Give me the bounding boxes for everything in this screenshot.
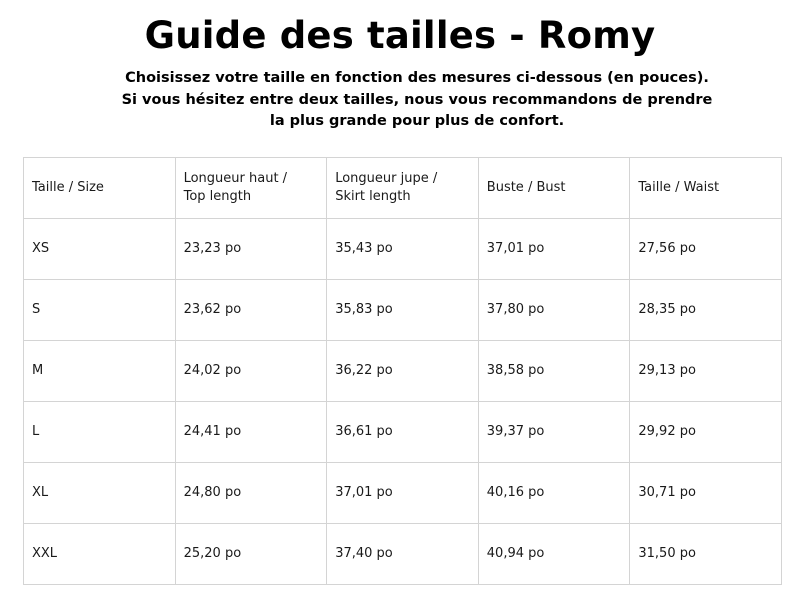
cell-skirt-length: 37,01 po <box>327 463 479 524</box>
cell-size: XS <box>24 219 176 280</box>
cell-waist: 28,35 po <box>630 280 782 341</box>
table-row <box>24 402 782 463</box>
cell-bust: 37,80 po <box>478 280 630 341</box>
cell-top-length: 24,02 po <box>175 341 327 402</box>
cell-skirt-length: 36,22 po <box>327 341 479 402</box>
cell-size: XXL <box>24 524 176 585</box>
cell-waist: 27,56 po <box>630 219 782 280</box>
cell-bust: 40,16 po <box>478 463 630 524</box>
cell-skirt-length: 36,61 po <box>327 402 479 463</box>
cell-top-length: 23,23 po <box>175 219 327 280</box>
cell-skirt-length: 37,40 po <box>327 524 479 585</box>
cell-top-length: 23,62 po <box>175 280 327 341</box>
cell-bust: 37,01 po <box>478 219 630 280</box>
cell-bust: 40,94 po <box>478 524 630 585</box>
header-row <box>24 158 782 219</box>
cell-top-length: 24,80 po <box>175 463 327 524</box>
cell-skirt-length: 35,83 po <box>327 280 479 341</box>
cell-bust: 38,58 po <box>478 341 630 402</box>
header-bust: Buste / Bust <box>478 158 630 219</box>
cell-top-length: 25,20 po <box>175 524 327 585</box>
cell-waist: 29,92 po <box>630 402 782 463</box>
cell-waist: 29,13 po <box>630 341 782 402</box>
cell-size: M <box>24 341 176 402</box>
table-row <box>24 341 782 402</box>
header-size: Taille / Size <box>24 158 176 219</box>
page-subtitle: Choisissez votre taille en fonction des mesures ci-dessous (en pouces). Si vous hésitez entre deux tailles, nous vous recommandons de prendre la plus grande pour plus de confort. <box>121 70 713 129</box>
size-chart-header <box>24 158 782 219</box>
page-title: Guide des tailles - Romy <box>144 14 656 57</box>
cell-top-length: 24,41 po <box>175 402 327 463</box>
header-top-length: Longueur haut / Top length <box>175 158 327 219</box>
cell-size: S <box>24 280 176 341</box>
header-skirt-length: Longueur jupe / Skirt length <box>327 158 479 219</box>
size-chart-table <box>23 157 782 585</box>
cell-skirt-length: 35,43 po <box>327 219 479 280</box>
table-row <box>24 219 782 280</box>
table-row <box>24 280 782 341</box>
cell-waist: 31,50 po <box>630 524 782 585</box>
size-chart-body <box>24 219 782 585</box>
cell-size: XL <box>24 463 176 524</box>
cell-waist: 30,71 po <box>630 463 782 524</box>
table-row <box>24 463 782 524</box>
cell-bust: 39,37 po <box>478 402 630 463</box>
cell-size: L <box>24 402 176 463</box>
table-row <box>24 524 782 585</box>
header-waist: Taille / Waist <box>630 158 782 219</box>
